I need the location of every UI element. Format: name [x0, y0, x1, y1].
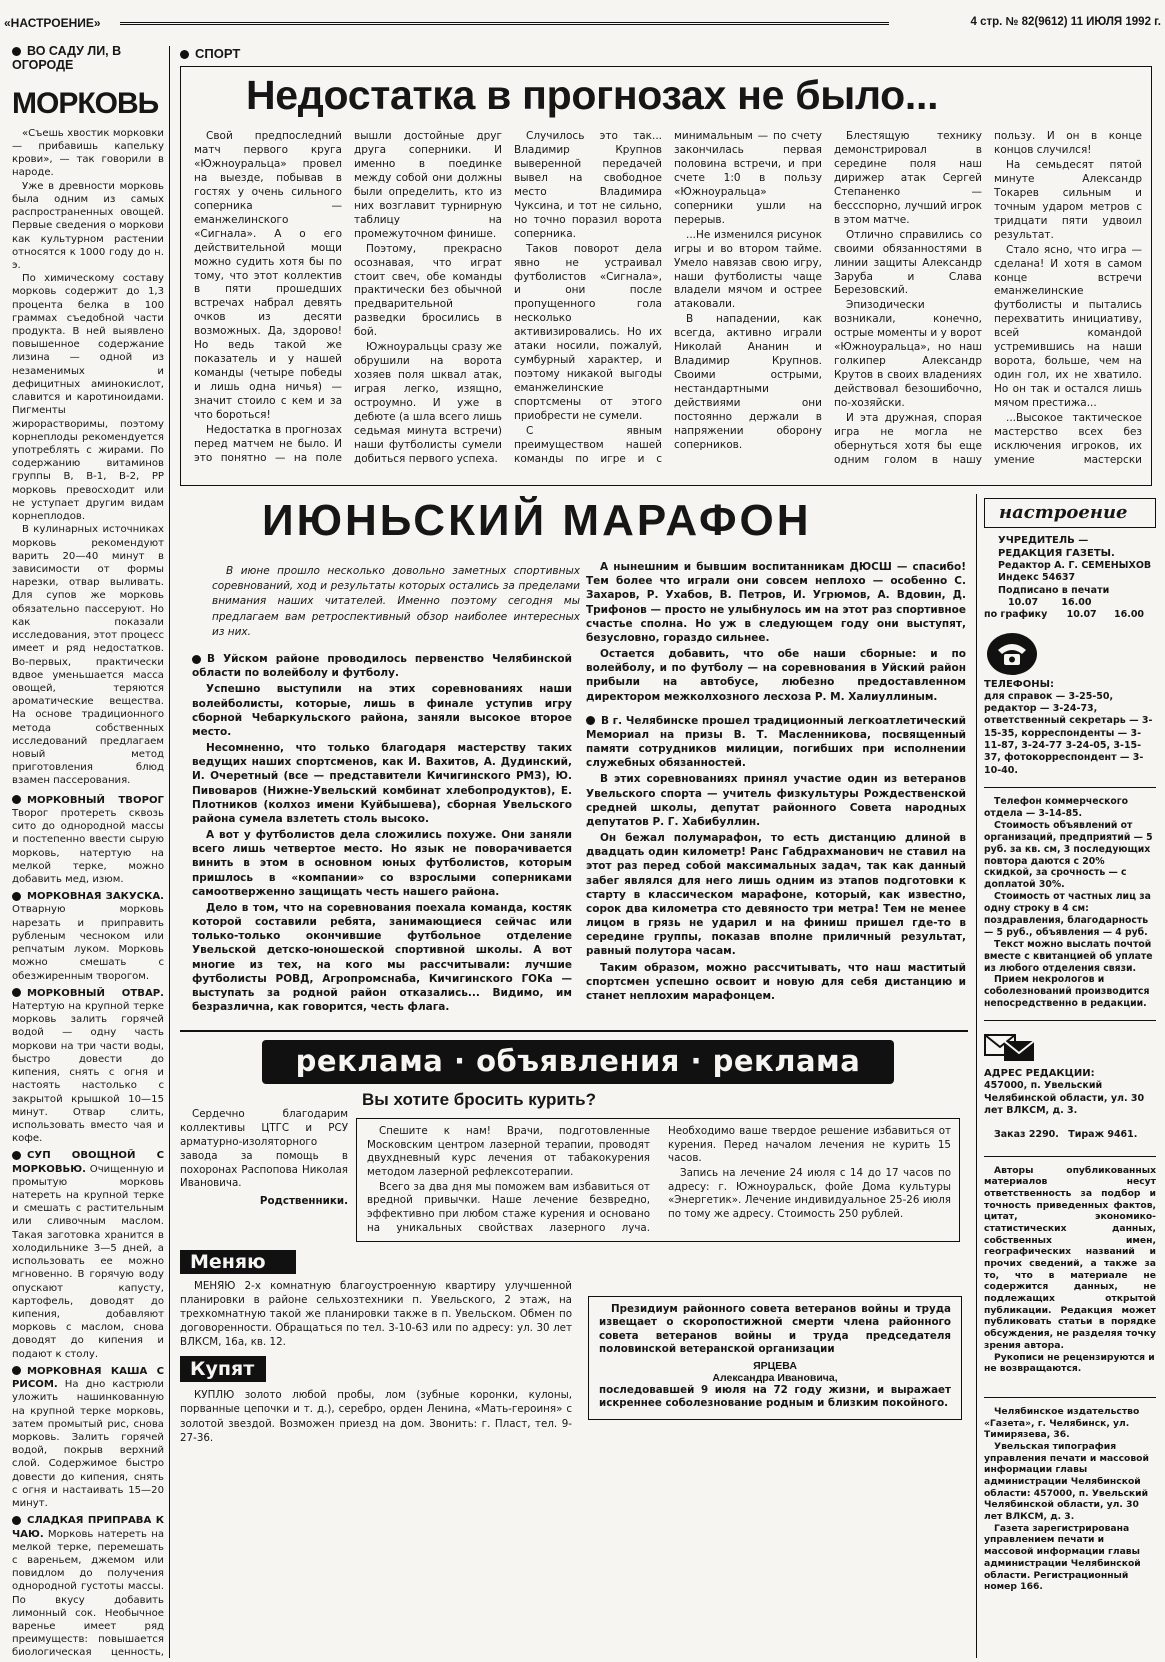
recipe-title: МОРКОВНЫЙ ОТВАР. — [27, 987, 164, 999]
recipe-text: Отварную морковь нарезать и приправить рубленым чесноком или репчатым луком. Морковь можно смешать с обезжиренным творогом. — [12, 904, 164, 982]
recipe-title: МОРКОВНАЯ КАША С РИСОМ. — [12, 1365, 164, 1391]
buy-text: КУПЛЮ золото любой пробы, лом (зубные коронки, кулоны, порванные цепочки и т. д.), серебро, орден Ленина, «Мать-героиня» с золотой звездой. Возможен приезд на дом. Звонить: г. Пласт, тел. 9-27-36. — [180, 1389, 572, 1445]
recipe-text: Творог протереть сквозь сито до однородной массы и постепенно ввести сырую морковь, натертую на мелкой терке, можно добавить мед, изюм. — [12, 807, 164, 885]
sport-paragraph: С явным преимуществом нашей команды по игре и с минимальным — по счету закончилась первая половина встречи, и при счете 1:0 в пользу «Южноуральца» соперники ушли на перерыв. — [514, 130, 822, 465]
masthead — [4, 10, 1161, 36]
marathon-paragraph: Таким образом, можно рассчитывать, что наш маститый спортсмен успешно освоит и новую для себя дистанцию и станет неплохим марафонцем. — [586, 961, 966, 1002]
marathon-paragraph: Дело в том, что на соревнования поехала команда, костяк которой составили ребята, занимающиеся сейчас или только-только окончившие футбольное отделение Увельской детско-юношеской спортивной школы. А вот многие из тех, на кого мы рассчитывали: лучшие футболисты РОВД, Агропромснаба, Кичигинского ГОКа — выступать за родной район отказались... Видимо, им безразлична, как говорится, честь флага. — [192, 901, 572, 1014]
marathon-lead: В июне прошло несколько довольно заметных спортивных соревнований, ход и результаты которых остались за пределами внимания наших читателей. Именно поэтому сегодня мы предлагаем вам ретроспективный обзор наиболее интересных из них. — [212, 565, 580, 636]
ads-phone: Телефон коммерческого отдела — 3-14-85. — [984, 796, 1129, 820]
exchange-text: МЕНЯЮ 2-х комнатную благоустроенную квартиру улучшенной планировки в районе сельхозтехники п. Увельского, 2 этаж, на трехкомнатную такой же планировки также в п. Увельском. Обмен по договоренности. Обращаться по тел. 3-10-63 или по адресу: ул. 30 лет ВЛКСМ, 16а, кв. 12. — [180, 1280, 572, 1348]
recipe-item — [12, 1365, 164, 1510]
smoking-ad-box — [356, 1118, 960, 1242]
marathon-paragraph: А нынешним и бывшим воспитанникам ДЮСШ — спасибо! Тем более что играли они совсем неплохо — особенно С. Захаров, Р. Ухабов, В. Петров, И. Угрюмов, А. Вдовин, Д. Трифонов — просто не улыбнулось им на этот раз спортивное счастье сполна. Но уж в следующем году они выступят, безусловно, гораздо сильнее. — [586, 561, 966, 644]
sport-paragraph: Случилось это так... Владимир Крупнов выверенной передачей вывел на свободное место Владимира Чуксина, и тот не сильно, но точно поразил ворота соперника. — [514, 130, 662, 240]
recipe-bullet-icon — [12, 795, 21, 804]
imprint-logo-box — [984, 498, 1156, 528]
sport-paragraph: На семьдесят пятой минуте Александр Токарев сильным и точным ударом метров с тридцати пяти удвоил результат. — [994, 158, 1142, 241]
obituary-text: Президиум районного совета ветеранов войны и труда извещает о скоропостижной смерти члена районного совета ветеранов войны и труда председателя половинской ветеранской организации — [599, 1303, 951, 1356]
sport-paragraph: И эта дружная, спорая игра не могла не обернуться хотя бы еще одним голом в нашу пользу. И он в конце концов случился! — [834, 130, 1142, 466]
smoking-ad-body — [367, 1125, 951, 1237]
recipe-title: МОРКОВНАЯ ЗАКУСКА. — [27, 891, 164, 903]
sport-paragraph: Стало ясно, что игра — сделана! И хотя в самом конце встречи еманжелинские футболисты и пытались перехватить инициативу, всей командой устремившись на наши ворота, больше, чем на один гол, их не хватило. Но он так и остался лишь мячом престижа... — [994, 243, 1142, 410]
carrot-intro-2: Уже в древности морковь была одним из самых распространенных овощей. Первые сведения о моркови как культурном растении относятся к 1000 году до н. э. — [12, 180, 164, 271]
recipe-item — [12, 1149, 164, 1361]
paper-name: «НАСТРОЕНИЕ» — [4, 16, 101, 30]
sport-paragraph: Эпизодически возникали, конечно, острые моменты и у ворот «Южноуральца», но наш голкипер Александр Крутов в своих владениях действовал безошибочно, по-хозяйски. — [834, 299, 982, 410]
sport-bullet-icon — [180, 50, 189, 59]
imprint-schedule: по графику 10.07 16.00 — [984, 609, 1145, 621]
marathon-paragraph: А вот у футболистов дела сложились похуже. Они заняли всего лишь четвертое место. Но язык не поворачивается винить в этом в основном юных футболистов, которым пришлось в «компании» со взрослыми соперниками самоотверженно защищать честь нашего района. — [192, 829, 572, 898]
recipe-item — [12, 1514, 164, 1660]
garden-rubric: ВО САДУ ЛИ, В ОГОРОДЕ — [12, 44, 122, 73]
carrot-intro-3: По химическому составу морковь содержит до 1,3 процента белка в 100 граммах съедобной части продукта. В ней выявлено повышенное содержание лизина — одной из незаменимых и дефицитных аминокислот, славится и каротиноидами. Пигменты жирорастворимы, поэтому корнеплоды рекомендуется употреблять с жирами. По содержанию витаминов группы В, В-1, В-2, РР морковь превосходит или не уступает другим видам корнеплодов. — [12, 273, 164, 523]
imprint-rule — [984, 787, 1156, 788]
private-rates: Стоимость от частных лиц за одну строку в 4 см: поздравления, благодарность — 5 руб., объявления — 4 руб. — [984, 891, 1151, 938]
smoking-title: Вы хотите бросить курить? — [362, 1090, 596, 1109]
imprint-index: Индекс 54637 — [998, 572, 1076, 584]
marathon-paragraph: В Уйском районе проводилось первенство Челябинской области по волейболу и футболу. — [192, 653, 572, 680]
imprint-signed-times: 10.07 16.00 — [1008, 597, 1092, 609]
obituary-box — [588, 1296, 962, 1420]
registration: Газета зарегистрирована управлением печати и массовой информации главы администрации Челябинской области. Регистрационный номер 166. — [984, 1522, 1141, 1593]
sport-paragraph: Таков поворот дела явно не устраивал футболистов «Сигнала», и они после пропущенного гола несколько активизировались. Но их атаки носили, пожалуй, сумбурный характер, и поэтому никакой выгоды еманжелинские спортсмены от этого приобрести не сумели. — [514, 242, 662, 423]
sport-paragraph: Свой предпоследний матч первого круга «Южноуральца» провел на выезде, побывав в гостях у очень сильного соперника — еманжелинского «Сигнала». А о его действительной мощи можно судить хотя бы по тому, что этот коллектив в пяти прошедших встречах набрал девять очков из десяти возможных. Да, здорово! Но ведь такой же показатель и у нашей команды (четыре победы и лишь одна ничья) — значит стоило с кем и за что бороться! — [194, 130, 342, 422]
sport-rubric: СПОРТ — [180, 46, 300, 64]
sport-paragraph: Недостатка в прогнозах перед матчем не было. И это понятно — на поле вышли достойные друг друга соперники. И именно в поединке между собой они должны были определить, кто из них возглавит турнирную таблицу на промежуточном финише. — [194, 130, 502, 464]
disclaimer: Авторы опубликованных материалов несут ответственность за подбор и точность приведенных фактов, цитат, экономико-статистических данных, собственных имен, географических названий и прочих сведений, а также за то, что в материале не содержится данных, не подлежащих открытой публикации. Редакция может публиковать статьи в порядке обсуждения, не разделяя точку зрения автора. — [984, 1164, 1156, 1351]
marathon-bullet-icon — [586, 716, 595, 725]
envelope-icon — [984, 1029, 1034, 1063]
masthead-rule — [120, 22, 889, 25]
carrot-title: МОРКОВЬ — [12, 86, 159, 120]
carrot-intro-4: В кулинарных источниках морковь рекомендуют варить 20—40 минут в зависимости от формы нарезки, отвар выливать. Для супов же морковь обязательно пассеруют. Но как показали исследования, этот процесс имеет и ряд недостатков. Во-первых, практически вдвое уменьшается масса овощей, теряются ароматические вещества. На основе традиционного метода собственных исследований предлагаем новый метод приготовления блюд взамен пассерования. — [12, 524, 164, 787]
recipe-bullet-icon — [12, 1366, 21, 1375]
recipe-title: СЛАДКАЯ ПРИПРАВА К ЧАЮ. — [12, 1515, 164, 1540]
exchange-label-box — [180, 1250, 296, 1274]
sport-paragraph: Блестящую технику демонстрировал в середине поля наш дирижер атак Сергей Степаненко — бессспорно, лучший игрок в этом матче. — [834, 130, 982, 226]
recipe-text: Очищенную и промытую морковь натереть на крупной терке и смешать с растительным или сливочным маслом. Такая заготовка хранится в холодильнике 3—5 дней, а использовать ее можно мгновенно. В горячую воду опускают капусту, картофель, доводят до кипения, добавляют морковь с маслом, снова доводят до кипения и подают к столу. — [12, 1163, 164, 1360]
thanks-sign: Родственники. — [259, 1195, 348, 1208]
recipe-text: На дно кастрюли уложить нашинкованную на крупной терке морковь, затем промытый рис, снова морковь. Залить горячей водой, покрыв верхний слой. Содержимое быстро довести до кипения, снять с огня и настаивать 15—20 минут. — [12, 1379, 164, 1510]
phones-text: для справок — 3-25-50, редактор — 3-24-73, ответственный секретарь — 3-15-35, корреспонденты — 3-11-87, 3-24-77 3-24-05, 3-15-37, фотокорреспондент — 3-10-40. — [984, 690, 1153, 776]
left-column-divider — [169, 46, 170, 1658]
address-text: 457000, п. Увельский Челябинской области, ул. 30 лет ВЛКСМ, д. 3. — [984, 1080, 1145, 1116]
imprint-logo: настроение — [999, 502, 1128, 523]
sport-body — [194, 130, 1142, 474]
rubric-bullet-icon — [12, 47, 21, 56]
marathon-paragraph: В г. Челябинске прошел традиционный легкоатлетический Мемориал на призы В. Т. Масленникова, посвященный памяти сотрудников милиции, погибших при исполнении служебных обязанностей. — [586, 714, 966, 770]
issue-line: 4 стр. № 82(9612) 11 ИЮЛЯ 1992 г. — [970, 16, 1161, 28]
marathon-paragraph: Он бежал полумарафон, то есть дистанцию длиной в двадцать один километр! Ранс Габдрахманович не ставил на этот раз перед собой максимальных задач, так как данный забег являлся для него лишь одним из этапов подготовки к старту в классическом марафоне, который, как известно, сорок два километра сто девяносто три метра! Тем не менее лицом в грязь не ударил и на финиш пришел где-то в середине группы, показав вполне приличный результат, равный полутора часам. — [586, 832, 966, 958]
smoking-paragraph: Всего за два дня мы поможем вам избавиться от вредной привычки. Наше лечение безвредно, эффективно при любом стаже курения и основано на уникальных свойствах лазерного луча. Необходимо ваше твердое решение избавиться от курения. Перед началом лечения не курить 15 часов. — [367, 1125, 951, 1234]
imprint-signed-label: Подписано в печати — [998, 584, 1110, 596]
ads-rates: Стоимость объявлений от организаций, предприятий — 5 руб. за кв. см, 3 последующих повтора даются с 20% скидкой, за срочность — с доплатой 30%. — [984, 819, 1153, 891]
recipe-title: СУП ОВОЩНОЙ С МОРКОВЬЮ. — [12, 1150, 164, 1175]
telephone-icon — [986, 632, 1036, 674]
marathon-paragraph: Успешно выступили на этих соревнованиях наши волейболисты, которые, лишь в финале уступив игру сборной Чебаркульского района, заняли высокое второе место. — [192, 683, 572, 738]
marathon-paragraph: Несомненно, что только благодаря мастерству таких ведущих наших спортсменов, как И. Вахитов, А. Дудинский, И. Очеретный (все — представители Кичигинского РМЗ), Ю. Пивоваров (Нижне-Увельский комбинат хлебопродуктов), Е. Плотников (колхоз имени Куйбышева), сборная Увельского района сумела взлететь столь высоко. — [192, 742, 572, 825]
sport-paragraph: В нападении, как всегда, активно играли Николай Ананин и Владимир Крупнов. Своими острыми, нестандартными действиями они постоянно держали в напряжении оборону соперников. — [674, 313, 822, 451]
carrot-body — [12, 127, 164, 1660]
imprint-rule — [984, 1397, 1156, 1398]
recipe-item — [12, 890, 164, 983]
text-send: Текст можно выслать почтой вместе с квитанцией об уплате из любого отделения связи. — [984, 938, 1153, 974]
address-title: АДРЕС РЕДАКЦИИ: — [984, 1068, 1095, 1080]
lead-spacer — [192, 560, 572, 642]
marathon-body — [192, 560, 966, 1022]
smoking-paragraph: Спешите к нам! Врачи, подготовленные Московским центром лазерной терапии, проводят двухдневный курс лечения от табакокурения методом лазерной рефлексотерапии. — [367, 1125, 650, 1179]
phones-title: ТЕЛЕФОНЫ: — [984, 678, 1054, 690]
thanks-notice — [180, 1108, 348, 1228]
imprint-editor: Редактор А. Г. СЕМЕНЫХОВ — [998, 560, 1152, 571]
recipe-text: Натертую на крупной терке морковь залить горячей водой — одну часть моркови на три части воды, быстро довести до кипения, снять с огня и настоять настолько с закрытой крышкой 10—15 минут. Отвар слить, использовать вместо чая и кофе. — [12, 1000, 164, 1145]
marathon-paragraph: В этих соревнованиях принял участие один из ветеранов Увельского спорта — учитель физкультуры Рождественской средней школы, депутат районного Совета народных депутатов Р. Г. Хабибуллин. — [586, 773, 966, 828]
recipe-bullet-icon — [12, 1151, 21, 1160]
marathon-bullet-icon — [192, 655, 201, 664]
ads-top-rule — [180, 1030, 968, 1032]
carrot-intro-1: «Съешь хвостик морковки — прибавишь капельку крови», — так говорили в народе. — [12, 127, 164, 179]
imprint-rule — [984, 1156, 1156, 1157]
recipe-bullet-icon — [12, 892, 21, 901]
recipe-bullet-icon — [12, 1516, 21, 1525]
ads-banner-text: реклама · объявления · реклама — [295, 1044, 861, 1078]
obituary-name2: Александра Ивановича, — [712, 1371, 838, 1384]
marathon-headline: ИЮНЬСКИЙ МАРАФОН — [262, 496, 812, 545]
obituary-name1: ЯРЦЕВА — [753, 1359, 797, 1372]
sport-paragraph: ...Высокое тактическое мастерство всех без исключения игроков, их умение мастерски — [994, 412, 1142, 466]
exchange-label: Меняю — [190, 1251, 266, 1273]
sport-paragraph: ...Не изменился рисунок игры и во втором тайме. Умело навязав свою игру, наши футболисты чаще владели мячом и острее атаковали. — [674, 228, 822, 311]
printer: Увельская типография управления печати и массовой информации главы администрации Челябинской области: 457000, п. Увельский Челябинской области, ул. 30 лет ВЛКСМ, д. 3. — [984, 1440, 1149, 1523]
ads-banner — [262, 1040, 894, 1084]
manuscripts: Рукописи не рецензируются и не возвращаются. — [984, 1351, 1155, 1375]
recipe-text: Морковь натереть на мелкой терке, перемешать с вареньем, джемом или повидлом до получения однородной густоты массы. По вкусу добавить лимонный сок. Необычное варенье имеет ряд преимуществ: повышается биологическая ценность, — [12, 1528, 164, 1659]
imprint-rule — [984, 1020, 1156, 1021]
sport-paragraph: Южноуральцы сразу же обрушили на ворота хозяев поля шквал атак, играя легко, изящно, остроумно. И уже в дебюте (а шла всего лишь седьмая минута встречи) наши футболисты сумели добиться первого успеха. — [354, 341, 502, 465]
buy-label: Купят — [190, 1358, 255, 1380]
recipe-title: МОРКОВНЫЙ ТВОРОГ — [27, 794, 164, 806]
imprint-column — [984, 498, 1156, 1658]
recipe-bullet-icon — [12, 988, 21, 997]
order-circulation: Заказ 2290. Тираж 9461. — [994, 1129, 1138, 1141]
buy-label-box — [180, 1356, 266, 1382]
marathon-paragraph: Остается добавить, что обе наши сборные: и по волейболу, и по футболу — на соревнования в Уйский район прибыли на автобусе, любезно предоставленном директором межколхозного лесхоза Р. М. Халиуллиным. — [586, 648, 966, 703]
recipe-item — [12, 987, 164, 1146]
sport-paragraph: Отлично справились со своими обязанностями в линии защиты Александр Заруба и Слава Березовский. — [834, 228, 982, 297]
obituary-text2: последовавшей 9 июля на 72 году жизни, и выражает искреннее соболезнование родным и близким покойного. — [599, 1383, 951, 1409]
sport-paragraph: Поэтому, прекрасно осознавая, что играт стоит свеч, обе команды практически без обычной предварительной разведки бросились в бой. — [354, 242, 502, 339]
reception: Прием некрологов и соболезнований производится непосредственно в редакции. — [984, 974, 1150, 1010]
thanks-text: Сердечно благодарим коллективы ЦТГС и РСУ арматурно-изоляторного завода за помощь в похоронах Распопова Николая Ивановича. — [180, 1108, 348, 1190]
imprint-founder: УЧРЕДИТЕЛЬ — РЕДАКЦИЯ ГАЗЕТЫ. — [998, 535, 1115, 559]
sport-headline: Недостатка в прогнозах не было... — [246, 72, 939, 118]
publisher: Челябинское издательство «Газета», г. Челябинск, ул. Тимирязева, 36. — [984, 1405, 1140, 1441]
recipe-item — [12, 794, 164, 887]
imprint-divider — [976, 494, 977, 1658]
smoking-paragraph: Запись на лечение 24 июля с 14 до 17 часов по адресу: г. Южноуральск, фойе Дома культуры «Энергетик». Лечение индивидуальное 25-26 июля по тому же адресу. Стоимость 250 рублей. — [668, 1167, 951, 1221]
carrot-article — [12, 44, 164, 1660]
